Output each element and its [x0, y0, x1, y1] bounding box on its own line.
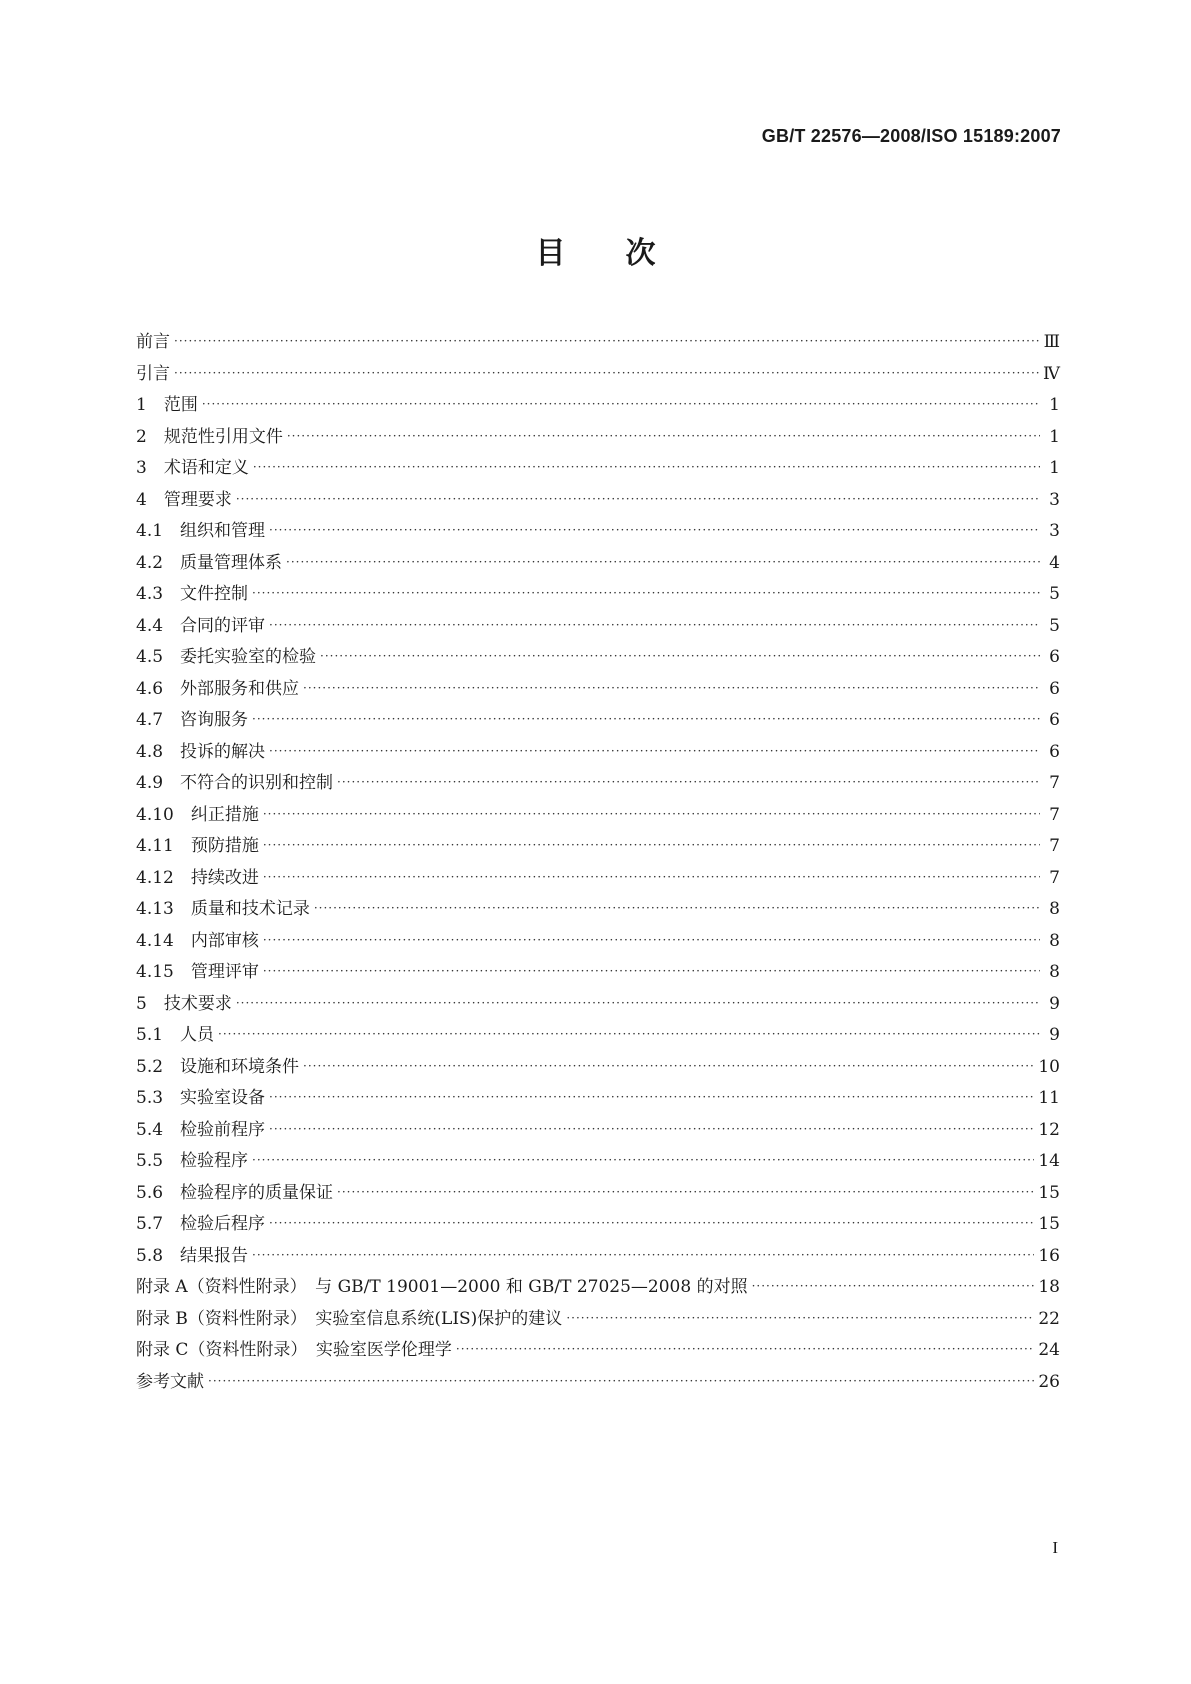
toc-entry-label: 4.5 委托实验室的检验 [136, 647, 317, 667]
toc-entry[interactable] [136, 863, 1060, 895]
toc-entry-page: 5 [1049, 584, 1060, 604]
toc-entry-label: 4.1 组织和管理 [136, 521, 266, 541]
toc-leader [286, 555, 1040, 569]
toc-entry-page: 22 [1038, 1308, 1060, 1329]
toc-leader [303, 681, 1040, 695]
toc-entry[interactable] [136, 800, 1060, 832]
toc-entry-page: 15 [1038, 1214, 1060, 1234]
toc-entry[interactable] [136, 737, 1060, 769]
toc-entry[interactable] [136, 579, 1060, 611]
toc-entry[interactable] [136, 1146, 1060, 1178]
toc-entry[interactable] [136, 1304, 1060, 1336]
toc-entry-label: 引言 [136, 363, 170, 384]
toc-leader [269, 523, 1040, 537]
toc-entry-label: 4 管理要求 [136, 489, 232, 510]
toc-entry-label: 2 规范性引用文件 [136, 426, 283, 447]
toc-entry-page: 10 [1038, 1056, 1060, 1077]
toc-entry-label: 5.6 检验程序的质量保证 [136, 1182, 334, 1203]
toc-leader [252, 712, 1040, 726]
toc-entry-page: 18 [1038, 1277, 1060, 1297]
toc-entry[interactable] [136, 422, 1060, 454]
toc-leader [202, 397, 1040, 411]
toc-leader [752, 1279, 1035, 1293]
toc-entry-label: 4.3 文件控制 [136, 584, 249, 604]
toc-entry-page: 7 [1049, 804, 1060, 825]
toc-entry-page: 9 [1049, 1025, 1060, 1045]
toc-entry[interactable] [136, 327, 1060, 359]
toc-entry-label: 4.12 持续改进 [136, 867, 259, 888]
toc-entry-label: 5.8 结果报告 [136, 1245, 249, 1266]
toc-entry[interactable] [136, 957, 1060, 989]
toc-leader [263, 870, 1040, 884]
toc-entry[interactable] [136, 989, 1060, 1021]
toc-leader [320, 649, 1040, 663]
toc-entry-label: 4.6 外部服务和供应 [136, 678, 300, 699]
toc-entry[interactable] [136, 894, 1060, 926]
toc-entry-page: 26 [1038, 1371, 1060, 1392]
toc-entry-label: 4.8 投诉的解决 [136, 741, 266, 762]
page-title: 目次 [535, 236, 716, 271]
toc-entry-page: 1 [1049, 458, 1060, 478]
toc-entry-label: 1 范围 [136, 395, 198, 415]
toc-entry-label: 参考文献 [136, 1371, 204, 1392]
toc-entry-label: 4.11 预防措施 [136, 836, 259, 856]
toc-entry-page: 6 [1049, 647, 1060, 667]
toc-leader [269, 1090, 1034, 1104]
toc-entry[interactable] [136, 768, 1060, 800]
toc-entry-label: 5.1 人员 [136, 1025, 215, 1045]
toc-entry[interactable] [136, 453, 1060, 485]
toc-entry-label: 4.7 咨询服务 [136, 710, 249, 730]
toc-entry-page: Ⅳ [1043, 363, 1060, 384]
toc-entry[interactable] [136, 1052, 1060, 1084]
toc-entry-page: 6 [1049, 741, 1060, 762]
toc-entry-page: Ⅲ [1043, 332, 1060, 352]
toc-entry[interactable] [136, 642, 1060, 674]
toc-entry-page: 3 [1049, 489, 1060, 510]
toc-leader [236, 996, 1040, 1010]
toc-leader [218, 1027, 1040, 1041]
toc-leader [236, 492, 1040, 506]
toc-entry-page: 7 [1049, 773, 1060, 793]
toc-leader [287, 429, 1040, 443]
toc-entry-page: 11 [1038, 1088, 1060, 1108]
toc-entry-label: 5 技术要求 [136, 993, 232, 1014]
toc-entry-page: 9 [1049, 993, 1060, 1014]
toc-entry[interactable] [136, 1083, 1060, 1115]
toc-entry[interactable] [136, 516, 1060, 548]
toc-entry-label: 附录 C（资料性附录） 实验室医学伦理学 [136, 1340, 452, 1360]
toc-entry[interactable] [136, 1209, 1060, 1241]
toc-leader [303, 1059, 1034, 1073]
toc-entry-label: 5.7 检验后程序 [136, 1214, 266, 1234]
toc-entry-label: 5.2 设施和环境条件 [136, 1056, 300, 1077]
toc-entry-page: 8 [1049, 962, 1060, 982]
toc-entry[interactable] [136, 548, 1060, 580]
toc-entry-label: 5.3 实验室设备 [136, 1088, 266, 1108]
toc-leader [263, 964, 1040, 978]
toc-leader [174, 366, 1039, 380]
toc-entry[interactable] [136, 390, 1060, 422]
toc-leader [253, 460, 1040, 474]
toc-entry-label: 附录 A（资料性附录） 与 GB/T 19001—2000 和 GB/T 27025—2008 的对照 [136, 1277, 748, 1297]
toc-entry-page: 1 [1049, 395, 1060, 415]
toc-entry-page: 16 [1038, 1245, 1060, 1266]
toc-entry-page: 6 [1049, 678, 1060, 699]
toc-entry[interactable] [136, 831, 1060, 863]
toc-entry[interactable] [136, 1020, 1060, 1052]
toc-entry-label: 4.10 纠正措施 [136, 804, 259, 825]
toc-entry-page: 7 [1049, 867, 1060, 888]
toc-entry-label: 4.2 质量管理体系 [136, 552, 283, 573]
toc-entry-label: 附录 B（资料性附录） 实验室信息系统(LIS)保护的建议 [136, 1308, 563, 1329]
toc-entry-page: 1 [1049, 426, 1060, 447]
toc-leader [263, 933, 1040, 947]
page-number: I [1052, 1538, 1058, 1557]
toc-leader [252, 1248, 1034, 1262]
toc-leader [174, 334, 1040, 348]
toc-leader [269, 744, 1040, 758]
toc-entry-page: 5 [1049, 615, 1060, 636]
toc-entry[interactable] [136, 926, 1060, 958]
toc-entry-label: 4.4 合同的评审 [136, 615, 266, 636]
toc-entry-page: 14 [1038, 1151, 1060, 1171]
toc-entry-page: 7 [1049, 836, 1060, 856]
toc-entry[interactable] [136, 674, 1060, 706]
toc-entry-page: 12 [1038, 1119, 1060, 1140]
toc-entry-label: 5.4 检验前程序 [136, 1119, 266, 1140]
toc-leader [269, 1122, 1034, 1136]
toc-entry[interactable] [136, 1335, 1060, 1367]
toc-entry-page: 6 [1049, 710, 1060, 730]
toc-leader [252, 1153, 1034, 1167]
toc-leader [337, 1185, 1034, 1199]
toc-leader [263, 807, 1040, 821]
toc-leader [269, 1216, 1034, 1230]
toc-leader [252, 586, 1040, 600]
toc-entry-label: 4.13 质量和技术记录 [136, 899, 310, 919]
toc-entry-page: 24 [1038, 1340, 1060, 1360]
toc-entry-label: 4.9 不符合的识别和控制 [136, 773, 334, 793]
toc-leader [263, 838, 1040, 852]
toc-entry[interactable] [136, 359, 1060, 391]
toc-entry-page: 15 [1038, 1182, 1060, 1203]
toc-leader [208, 1374, 1034, 1388]
toc-entry-label: 4.15 管理评审 [136, 962, 259, 982]
toc-entry-page: 4 [1049, 552, 1060, 573]
toc-entry-label: 5.5 检验程序 [136, 1151, 249, 1171]
toc-leader [337, 775, 1040, 789]
toc-leader [566, 1311, 1034, 1325]
toc-entry[interactable] [136, 1367, 1060, 1399]
toc-entry-label: 前言 [136, 332, 170, 352]
toc-entry[interactable] [136, 705, 1060, 737]
toc-entry[interactable] [136, 1178, 1060, 1210]
toc-entry-page: 8 [1049, 930, 1060, 951]
toc-leader [314, 901, 1040, 915]
toc-entry-label: 4.14 内部审核 [136, 930, 259, 951]
toc-entry[interactable] [136, 1241, 1060, 1273]
toc-entry[interactable] [136, 1115, 1060, 1147]
toc-entry[interactable] [136, 1272, 1060, 1304]
toc-entry-label: 3 术语和定义 [136, 458, 249, 478]
document-code: GB/T 22576—2008/ISO 15189:2007 [761, 126, 1061, 146]
toc-entry-page: 8 [1049, 899, 1060, 919]
table-of-contents [136, 327, 1060, 1398]
toc-entry-page: 3 [1049, 521, 1060, 541]
toc-leader [456, 1342, 1034, 1356]
toc-entry[interactable] [136, 485, 1060, 517]
toc-entry[interactable] [136, 611, 1060, 643]
toc-leader [269, 618, 1040, 632]
